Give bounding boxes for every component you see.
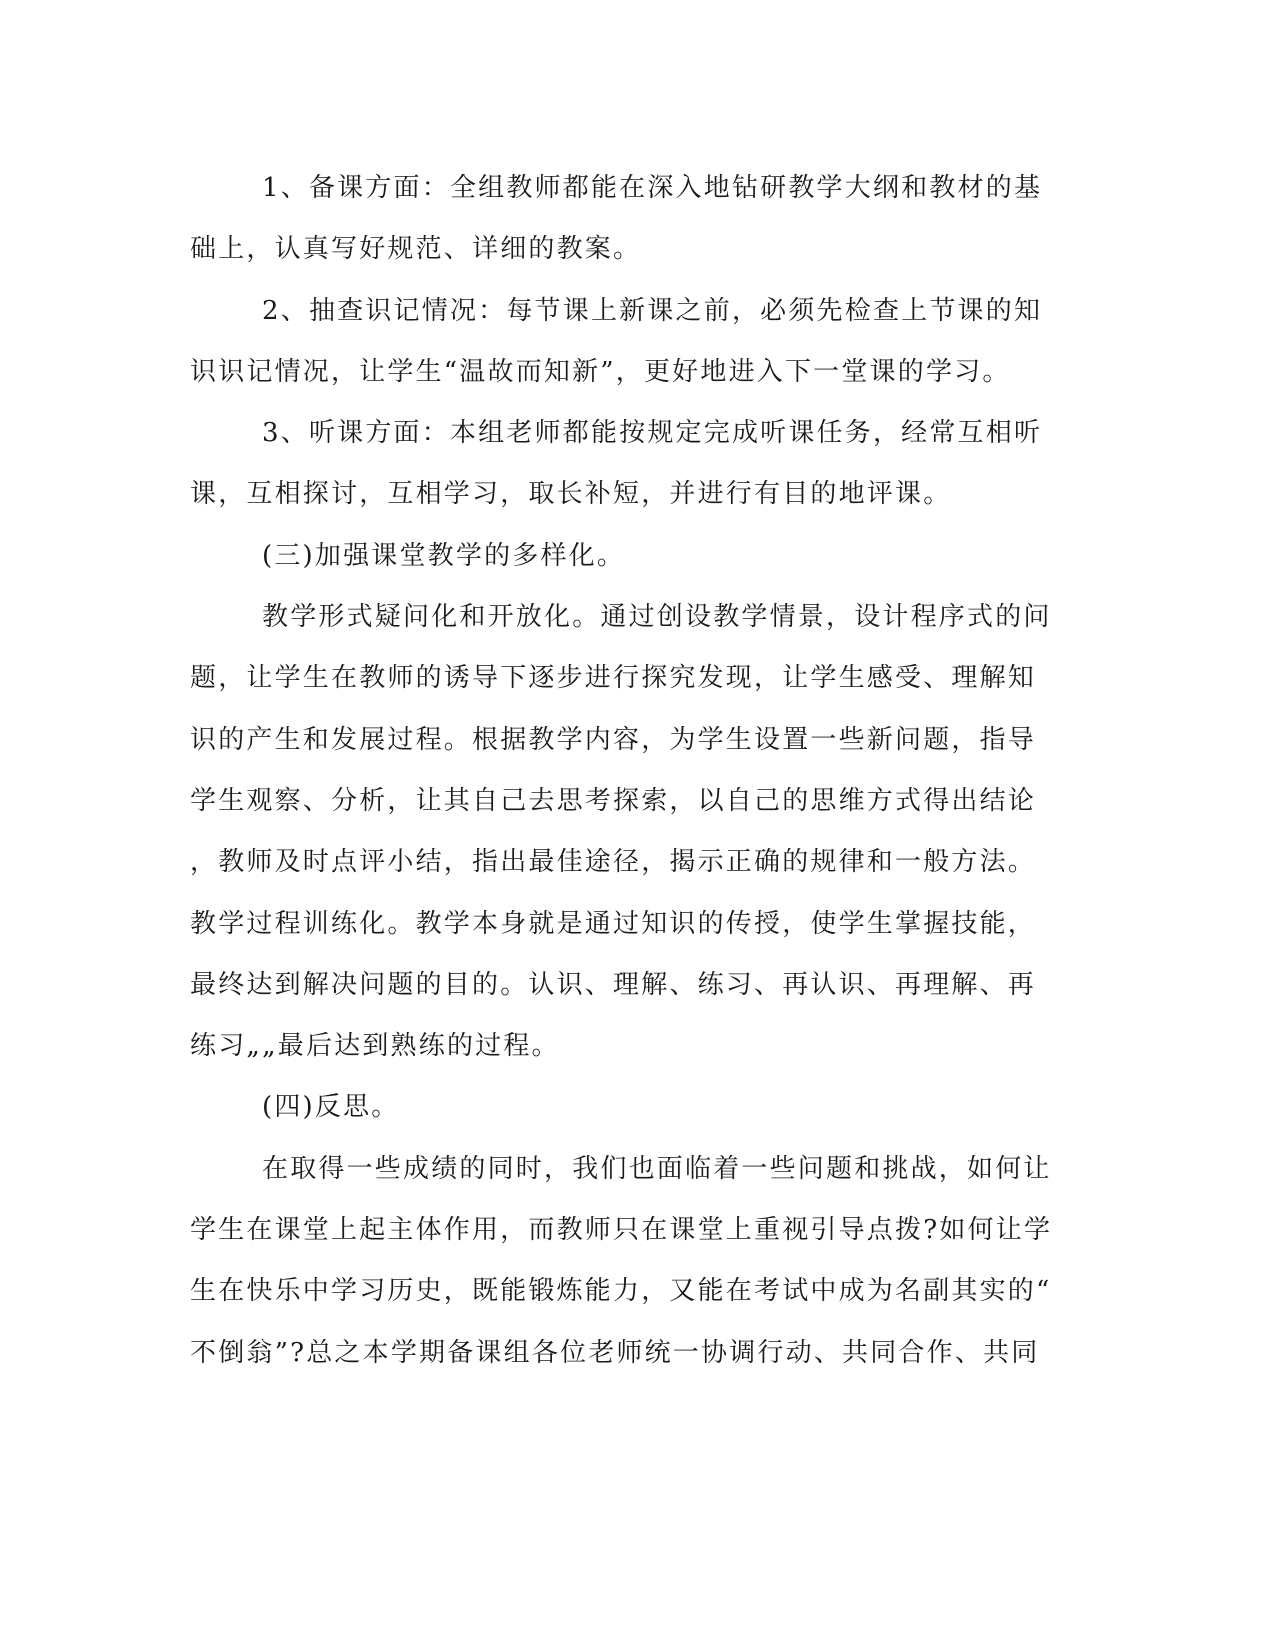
text-line: 学生观察、分析，让其自己去思考探索，以自己的思维方式得出结论	[190, 785, 1037, 816]
text-line: 1、备课方面：全组教师都能在深入地钻研教学大纲和教材的基	[262, 173, 1043, 203]
text-line: 础上，认真写好规范、详细的教案。	[190, 234, 642, 265]
section-heading: (四)反思。	[262, 1092, 400, 1123]
text-line: 2、抽查识记情况：每节课上新课之前，必须先检查上节课的知	[262, 295, 1043, 326]
text-line: 识的产生和发展过程。根据教学内容，为学生设置一些新问题，指导	[190, 724, 1037, 755]
text-line: 3、听课方面：本组老师都能按规定完成听课任务，经常互相听	[262, 418, 1043, 449]
text-line: 不倒翁”?总之本学期备课组各位老师统一协调行动、共同合作、共同	[190, 1337, 1040, 1368]
section-heading: (三)加强课堂教学的多样化。	[262, 540, 626, 571]
text-line: 识识记情况，让学生“温故而知新”，更好地进入下一堂课的学习。	[190, 356, 1011, 387]
text-line: 最终达到解决问题的目的。认识、理解、练习、再认识、再理解、再	[190, 969, 1037, 1000]
text-line: 课，互相探讨，互相学习，取长补短，并进行有目的地评课。	[190, 479, 952, 510]
text-line: 教学形式疑问化和开放化。通过创设教学情景，设计程序式的问	[262, 602, 1052, 633]
text-line: 学生在课堂上起主体作用，而教师只在课堂上重视引导点拨?如何让学	[190, 1215, 1053, 1246]
text-line: 练习„„最后达到熟练的过程。	[190, 1031, 560, 1062]
text-line: 题，让学生在教师的诱导下逐步进行探究发现，让学生感受、理解知	[190, 663, 1037, 694]
document-body	[190, 158, 1070, 1384]
text-line: 在取得一些成绩的同时，我们也面临着一些问题和挑战，如何让	[262, 1153, 1052, 1184]
text-line: 教学过程训练化。教学本身就是通过知识的传授，使学生掌握技能，	[190, 908, 1037, 939]
text-line: ，教师及时点评小结，指出最佳途径，揭示正确的规律和一般方法。	[190, 847, 1037, 878]
text-line: 生在快乐中学习历史，既能锻炼能力，又能在考试中成为名副其实的“	[190, 1276, 1052, 1307]
